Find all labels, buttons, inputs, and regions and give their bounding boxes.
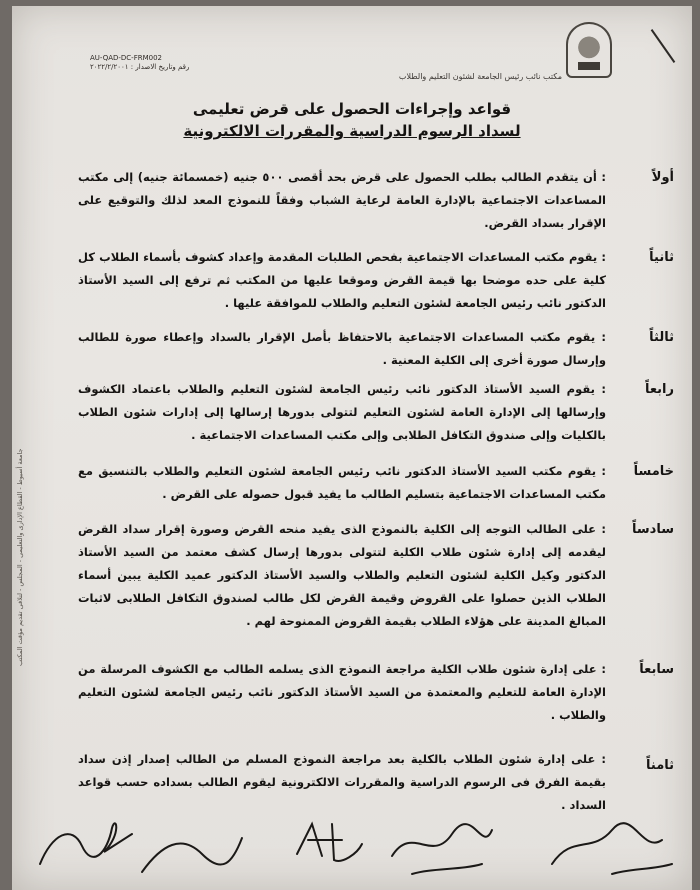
document-code-block <box>90 54 189 72</box>
clause-ordinal: ثامناً <box>646 758 674 773</box>
title-line-2: لسداد الرسوم الدراسية والمقررات الالكترونية <box>183 122 521 140</box>
issue-number: رقم وتاريخ الاصدار : ٢٠٢٢/٢/٢٠٠١ <box>90 63 190 71</box>
margin-note: جامعة أسيوط - القطاع الإدارى والتعليمى - المجلس - لتلافى تقديم مؤقت المكتب <box>16 448 24 666</box>
clause-ordinal: أولاً <box>651 170 674 185</box>
document-code: AU-QAD-DC-FRM002 <box>90 54 163 62</box>
clause-ordinal: سادساً <box>631 522 674 537</box>
handwritten-signatures <box>12 794 692 890</box>
clause-text: : على إدارة شئون طلاب الكلية مراجعة النموذج الذى يسلمه الطالب مع الكشوف المرسلة من الإدارة العامة للتعليم والمعتمدة من السيد الأستاذ الدكتور نائب رئيس الجامعة لشئون التعليم والطلاب . <box>78 662 606 722</box>
signature-3 <box>297 824 362 861</box>
clause-text: : يقوم مكتب المساعدات الاجتماعية بفحص الطلبات المقدمة وإعداد كشوف بأسماء الطلاب كل كلية على حده موضحا بها قيمة القرض وموقعا عليها من المكتب ثم ترفع إلى السيد الأستاذ الدكتور نائب رئيس الجامعة لشئون التعليم والطلاب للموافقة عليها . <box>78 250 606 310</box>
document-title <box>12 98 692 142</box>
signature-1 <box>40 823 132 864</box>
signature-5 <box>552 823 672 874</box>
signature-4 <box>392 824 492 874</box>
signatures-area <box>12 794 692 890</box>
clause-ordinal: ثانياً <box>649 250 674 265</box>
document-page <box>12 6 692 890</box>
university-seal-icon <box>566 22 612 78</box>
letterhead <box>12 16 692 86</box>
clause-text: : على الطالب التوجه إلى الكلية بالنموذج الذى يفيد منحه القرض وصورة إقرار سداد القرض ليقدمه إلى إدارة شئون طلاب الكلية لتتولى بدورها إرسال كشف معتمد من السيد الأستاذ الدكتور وكيل الكلية لشئون التعليم والطلاب والسيد الأستاذ الدكتور عميد الكلية يبين أسماء الطلاب الذين حصلوا على القروض وقيمة القرض لكل طالب لصندوق التكافل الطلابى لاثبات المبالغ المدينة على هؤلاء الطلاب بقيمة القروض الممنوحة لهم . <box>78 522 606 628</box>
clause-text: : يقوم مكتب السيد الأستاذ الدكتور نائب رئيس الجامعة لشئون التعليم والطلاب بالتنسيق مع مكتب المساعدات الاجتماعية بتسليم الطالب ما يفيد قبول حصوله على القرض . <box>78 464 606 501</box>
clause-ordinal: خامساً <box>633 464 674 479</box>
issuing-unit: مكتب نائب رئيس الجامعة لشئون التعليم والطلاب <box>398 72 562 81</box>
clause-ordinal: رابعاً <box>644 382 674 397</box>
signature-2 <box>142 838 242 872</box>
clause-text: : أن يتقدم الطالب بطلب الحصول على قرض بحد أقصى ٥٠٠ جنيه (خمسمائة جنيه) إلى مكتب المساعدات الاجتماعية بالإدارة العامة لرعاية الشباب وفقاً للنموذج المعد لذلك والتوقيع على الإقرار بسداد القرض. <box>78 170 606 230</box>
clause-text: : على إدارة شئون الطلاب بالكلية بعد مراجعة النموذج المسلم من الطالب إصدار إذن سداد بقيمة الفرق فى الرسوم الدراسية والمقررات الالكترونية ليقوم الطالب بسداده حسب قواعد السداد . <box>78 752 606 812</box>
clause-ordinal: ثالثاً <box>649 330 674 345</box>
title-line-1: قواعد وإجراءات الحصول على قرض تعليمى <box>192 100 512 118</box>
pen-mark <box>651 29 676 63</box>
clause-text: : يقوم مكتب المساعدات الاجتماعية بالاحتفاظ بأصل الإقرار بالسداد وإعطاء صورة للطالب وإرسال صورة أخرى إلى الكلية المعنية . <box>78 330 606 367</box>
clause-text: : يقوم السيد الأستاذ الدكتور نائب رئيس الجامعة لشئون التعليم والطلاب باعتماد الكشوف وإرسالها إلى الإدارة العامة لشئون التعليم لتتولى بدورها إرسالها إلى إدارات شئون الطلاب بالكليات وإلى صندوق التكافل الطلابى وإلى مكتب المساعدات الاجتماعية . <box>78 382 606 442</box>
clause-ordinal: سابعاً <box>639 662 674 677</box>
